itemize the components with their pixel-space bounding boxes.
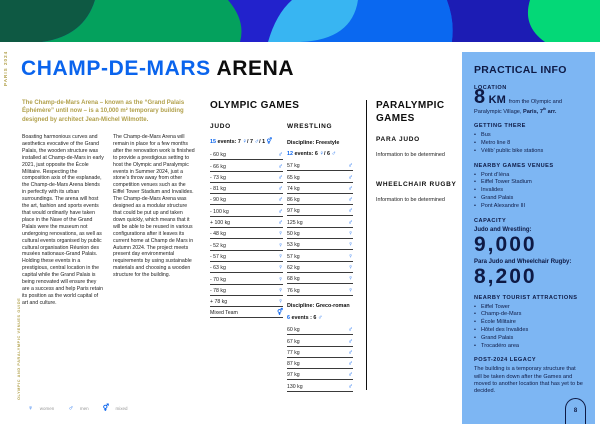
wrestling-greco-events-line [287, 314, 323, 321]
wrestling-freestyle-discipline: Discipline: Freestyle [287, 140, 340, 146]
decorative-header-band [0, 0, 600, 42]
list-item: • Champ-de-Mars [474, 311, 522, 318]
weight-label: 125 kg [287, 219, 303, 226]
gender-icon: ♂ [348, 337, 353, 345]
weight-row [287, 358, 353, 369]
weight-label: - 81 kg [210, 186, 226, 193]
intro-paragraph: The Champ-de-Mars Arena – known as the “Grand Palais Éphémère” until now – is a 10,000 m² temporary building designed by architect Jean-Michel Wilmotte. [22, 100, 185, 123]
bullet-icon: • [474, 342, 476, 349]
weight-row [287, 273, 353, 284]
gender-icon: ♀ [319, 150, 325, 157]
gender-icon: ♀ [348, 275, 353, 283]
gender-legend [28, 397, 127, 415]
gender-icon: ♀ [348, 263, 353, 271]
list-item: • Trocadéro area [474, 342, 520, 349]
gender-icon: ♂ [278, 196, 283, 204]
location-heading: LOCATION [474, 85, 507, 91]
freestyle-events-label: events: [293, 151, 315, 157]
weight-row [210, 285, 283, 296]
capacity-label-1: Judo and Wrestling: [474, 226, 532, 233]
list-item: • Eiffel Tower [474, 303, 510, 310]
weight-label: 87 kg [287, 361, 300, 368]
olympic-games-heading: OLYMPIC GAMES [210, 100, 300, 111]
weight-label: - 66 kg [210, 163, 226, 170]
weight-label: 65 kg [287, 174, 300, 181]
para-judo-heading: PARA JUDO [376, 136, 420, 143]
vertical-guide-text: OLYMPIC AND PARALYMPIC VENUES GUIDE [17, 297, 21, 400]
gender-icon: ♂ [348, 371, 353, 379]
weight-row [210, 194, 283, 205]
greco-events-count: 6 [287, 315, 290, 321]
vertical-edition-text: PARIS 2024 [3, 50, 8, 86]
judo-events-label: events: [216, 139, 238, 145]
legacy-heading: POST-2024 LEGACY [474, 357, 537, 364]
gender-icon: ⚥ [102, 405, 110, 412]
gender-icon: ♂ [348, 162, 353, 170]
gender-icon: ♀ [278, 286, 283, 294]
page-title [21, 57, 294, 81]
wheelchair-rugby-info: Information to be determined [376, 197, 445, 203]
weight-row [287, 284, 353, 295]
bullet-icon: • [474, 195, 476, 202]
gender-icon: ♂ [348, 382, 353, 390]
weight-row [287, 171, 353, 182]
weight-label: 76 kg [287, 287, 300, 294]
weight-row [287, 216, 353, 227]
weight-label: 68 kg [287, 276, 300, 283]
weight-row [287, 205, 353, 216]
gender-icon: ♀ [242, 138, 248, 145]
bullet-icon: • [474, 147, 476, 154]
location-city: Paris, 7 [523, 109, 543, 116]
weight-label: Mixed Team [210, 310, 238, 317]
gender-icon: ♀ [348, 252, 353, 260]
weight-label: - 52 kg [210, 242, 226, 249]
weight-label: - 90 kg [210, 197, 226, 204]
weight-label: - 100 kg [210, 208, 229, 215]
wrestling-freestyle-table [287, 160, 353, 296]
weight-row [210, 217, 283, 228]
attractions-list [474, 304, 583, 351]
attractions-heading: NEARBY TOURIST ATTRACTIONS [474, 294, 578, 301]
legend-label: men [79, 406, 89, 411]
page-title-arena: ARENA [216, 57, 295, 80]
bullet-icon: • [474, 303, 476, 310]
weight-label: - 63 kg [210, 265, 226, 272]
weight-label: 97 kg [287, 208, 300, 215]
legend-item [68, 397, 88, 415]
weight-label: 74 kg [287, 185, 300, 192]
weight-label: 62 kg [287, 264, 300, 271]
body-column-1: Boasting harmonious curves and aesthetics evocative of the Grand Palais, the wooden structure was installed at Champ-de-Mars in early 2021, just opposite the École Militaire. Respecting the composition axis of the esplanade, the Champ-de-Mars Arena blends in perfectly with its urban surroundings. The arena will host the art, fashion and sports events that would ordinarily have taken place in the Nave of the Grand Palais were the museum not undergoing renovations, as well as cultural events organised by public cultural organisation Réunion des musées nationaux-Grand Palais. Holding these events in a prestigious, central location in the capital while the Grand Palais is being renovated will ensure they are a success and help Paris retain its position as the world capital of art and culture. [22, 134, 104, 306]
weight-row [210, 307, 283, 318]
legacy-text: The building is a temporary structure that will be taken down after the Games and moved to another location that has yet to be decided. [474, 366, 583, 395]
bullet-icon: • [474, 171, 476, 178]
bullet-icon: • [474, 334, 476, 341]
weight-row [210, 262, 283, 273]
weight-label: - 78 kg [210, 287, 226, 294]
gender-icon: ♂ [348, 360, 353, 368]
distance-unit: KM [485, 94, 509, 106]
weight-row [287, 228, 353, 239]
greco-events-label: events : [290, 315, 314, 321]
list-item: • Grand Palais [474, 334, 514, 341]
practical-info-title: PRACTICAL INFO [474, 64, 567, 76]
gender-icon: ♂ [348, 173, 353, 181]
capacity-value-1: 9,000 [474, 232, 537, 256]
gender-icon: ♀ [278, 252, 283, 260]
bullet-icon: • [474, 311, 476, 318]
bullet-icon: • [474, 140, 476, 147]
legend-item [28, 397, 54, 415]
judo-heading: JUDO [210, 123, 231, 130]
legend-item [103, 397, 128, 415]
wheelchair-rugby-heading: WHEELCHAIR RUGBY [376, 181, 457, 188]
list-item: • Metro line 8 [474, 140, 511, 147]
bullet-icon: • [474, 179, 476, 186]
gender-icon: ♂ [348, 207, 353, 215]
capacity-value-2: 8,200 [474, 264, 537, 288]
weight-row [210, 160, 283, 171]
gender-icon: ♀ [28, 405, 34, 412]
weight-row [287, 194, 353, 205]
weight-label: - 73 kg [210, 174, 226, 181]
list-item: • Hôtel des Invalides [474, 327, 529, 334]
capacity-heading: CAPACITY [474, 217, 507, 224]
legend-label: women [39, 406, 55, 411]
weight-row [287, 380, 353, 391]
weight-row [210, 251, 283, 262]
weight-label: 53 kg [287, 242, 300, 249]
list-item: • Pont Alexandre III [474, 202, 526, 209]
judo-events-splits: 7 ♀/ 7 ♂/ 1 ⚥ [237, 138, 273, 145]
gender-icon: ♀ [278, 264, 283, 272]
practical-info-panel [462, 52, 595, 424]
gender-icon: ♂ [278, 173, 283, 181]
list-item: • Eiffel Tower Stadium [474, 179, 532, 186]
list-item: • Invalides [474, 187, 504, 194]
getting-there-heading: GETTING THERE [474, 123, 526, 130]
weight-row [287, 335, 353, 346]
gender-icon: ♀ [278, 275, 283, 283]
weight-row [210, 183, 283, 194]
weight-label: 86 kg [287, 197, 300, 204]
gender-icon: ♂ [348, 196, 353, 204]
weight-row [287, 347, 353, 358]
gender-icon: ♂ [317, 314, 323, 321]
weight-label: 60 kg [287, 327, 300, 334]
weight-label: 67 kg [287, 338, 300, 345]
page-number-arch-icon [565, 398, 586, 424]
nearby-venues-list [474, 172, 583, 211]
gender-icon: ♂ [278, 151, 283, 159]
para-judo-info: Information to be determined [376, 152, 445, 158]
legend-label: mixed [115, 406, 128, 411]
gender-icon: ♀ [348, 286, 353, 294]
gender-icon: ♂ [348, 218, 353, 226]
weight-row [210, 296, 283, 307]
wrestling-heading: WRESTLING [287, 123, 333, 130]
weight-label: - 60 kg [210, 152, 226, 159]
weight-label: 97 kg [287, 372, 300, 379]
weight-row [210, 273, 283, 284]
weight-row [287, 262, 353, 273]
judo-weight-table [210, 149, 283, 318]
weight-row [287, 369, 353, 380]
gender-icon: ♂ [348, 348, 353, 356]
judo-events-count: 15 [210, 139, 216, 145]
gender-icon: ♂ [331, 150, 337, 157]
location-description: from the Olympic and Paralympic Village, [474, 99, 563, 116]
weight-label: + 100 kg [210, 220, 231, 227]
bullet-icon: • [474, 319, 476, 326]
gender-icon: ♀ [278, 230, 283, 238]
bullet-icon: • [474, 327, 476, 334]
bullet-icon: • [474, 202, 476, 209]
weight-label: 57 kg [287, 163, 300, 170]
weight-row [287, 183, 353, 194]
weight-row [287, 324, 353, 335]
gender-icon: ♀ [278, 298, 283, 306]
list-item: • École Militaire [474, 319, 516, 326]
weight-row [210, 172, 283, 183]
weight-row [210, 149, 283, 160]
wrestling-greco-discipline: Discipline: Greco-roman [287, 303, 350, 309]
weight-row [210, 239, 283, 250]
paralympic-games-heading: PARALYMPIC GAMES [376, 100, 445, 124]
weight-label: + 78 kg [210, 299, 228, 306]
greco-events-splits: 6 ♂ [313, 314, 323, 321]
weight-label: - 48 kg [210, 231, 226, 238]
column-divider [366, 100, 367, 390]
capacity-label-2: Para Judo and Wheelchair Rugby: [474, 258, 572, 265]
gender-icon: ♂ [68, 405, 74, 412]
gender-icon: ♂ [278, 162, 283, 170]
bullet-icon: • [474, 187, 476, 194]
weight-label: 50 kg [287, 231, 300, 238]
wrestling-freestyle-events-line [287, 150, 336, 157]
freestyle-events-splits: 6 ♀/ 6 ♂ [314, 150, 337, 157]
list-item: • Vélib’ public bike stations [474, 147, 544, 154]
weight-row [287, 250, 353, 261]
weight-row [210, 205, 283, 216]
location-arr: arr. [546, 109, 557, 116]
judo-events-line [210, 138, 272, 145]
weight-label: - 57 kg [210, 253, 226, 260]
wrestling-greco-table [287, 324, 353, 392]
gender-icon: ⚥ [277, 309, 283, 317]
nearby-venues-heading: NEARBY GAMES VENUES [474, 162, 554, 169]
gender-icon: ♀ [278, 241, 283, 249]
gender-icon: ♂ [254, 138, 260, 145]
gender-icon: ♀ [348, 230, 353, 238]
distance-value: 8 [474, 86, 486, 108]
gender-icon: ♂ [348, 326, 353, 334]
weight-label: 130 kg [287, 383, 303, 390]
page-number: 8 [573, 408, 578, 414]
weight-label: - 70 kg [210, 276, 226, 283]
gender-icon: ♂ [348, 184, 353, 192]
page-title-venue: CHAMP-DE-MARS [21, 57, 211, 80]
list-item: • Bus [474, 132, 491, 139]
weight-row [287, 239, 353, 250]
gender-icon: ♀ [348, 241, 353, 249]
body-column-2: The Champ-de-Mars Arena will remain in place for a few months after the renovation work is finished to provide a prestigious setting to host the Olympic and Paralympic events in Summer 2024, just a stone’s throw away from other competition venues such as the Eiffel Tower Stadium and Invalides. The Champ-de-Mars Arena was designed as a modular structure that could be put up and taken down quickly, which means that it will be able to be reused in various configurations after it leaves its current home at Champ de Mars in Autumn 2024. The project meets present day environmental requirements by using sustainable materials and choosing a wooden structure for the building. [113, 134, 195, 279]
gender-icon: ♂ [278, 185, 283, 193]
location-sup: th [542, 107, 547, 112]
weight-row [287, 160, 353, 171]
gender-icon: ⚥ [266, 138, 273, 145]
weight-label: 57 kg [287, 253, 300, 260]
list-item: • Grand Palais [474, 195, 514, 202]
getting-there-list [474, 132, 583, 155]
list-item: • Pont d’Iéna [474, 171, 510, 178]
gender-icon: ♂ [278, 219, 283, 227]
weight-row [210, 228, 283, 239]
bullet-icon: • [474, 132, 476, 139]
freestyle-events-count: 12 [287, 151, 293, 157]
gender-icon: ♂ [278, 207, 283, 215]
weight-label: 77 kg [287, 349, 300, 356]
